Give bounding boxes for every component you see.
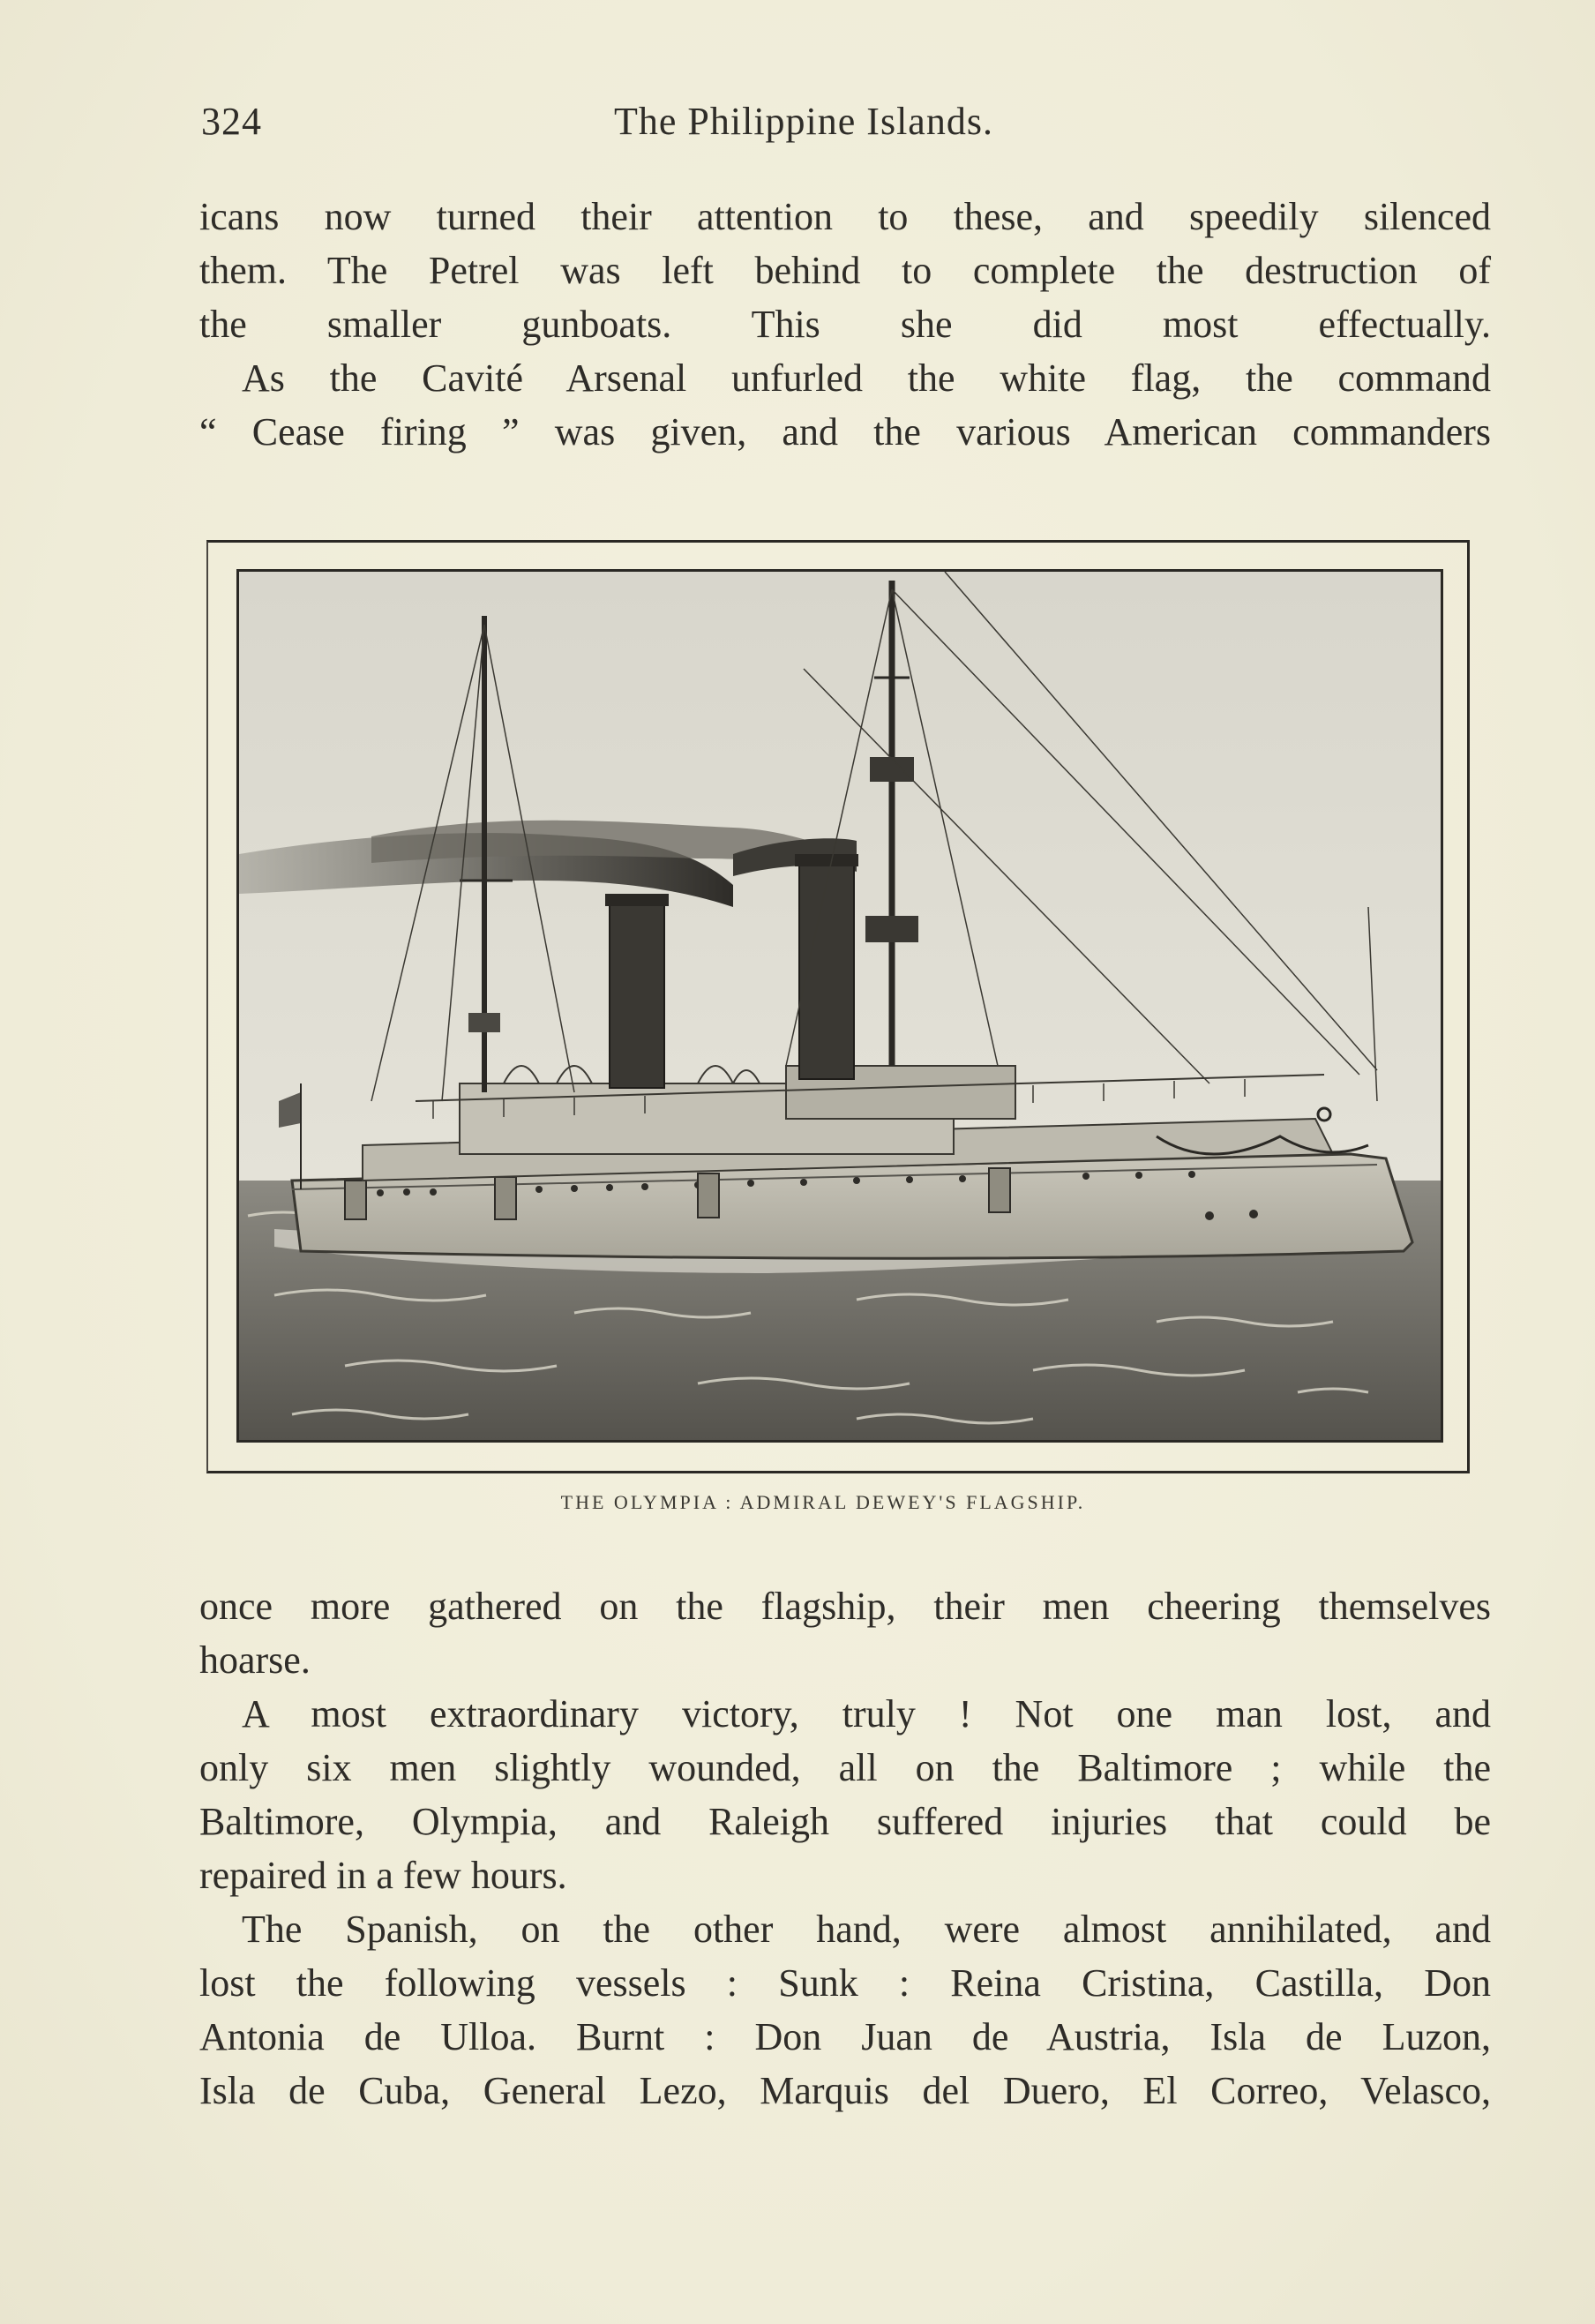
illustration-caption — [0, 1491, 1595, 1514]
text-line: the smaller gunboats. This she did most effectually. — [199, 303, 1491, 346]
paragraph — [199, 1902, 1491, 2118]
text-line: lost the following vessels : Sunk : Reina Cristina, Castilla, Don — [199, 1961, 1491, 2005]
text-line: only six men slightly wounded, all on the Baltimore ; while the — [199, 1746, 1491, 1789]
paragraph — [199, 1579, 1491, 1687]
text-line: “ Cease firing ” was given, and the various American commanders — [199, 410, 1491, 454]
text-line: Baltimore, Olympia, and Raleigh suffered injuries that could be — [199, 1800, 1491, 1843]
bottom-text-block — [199, 1579, 1491, 2118]
page-number: 324 — [201, 100, 262, 143]
text-line: repaired in a few hours. — [199, 1854, 567, 1897]
text-line: icans now turned their attention to these, and speedily silenced — [199, 195, 1491, 238]
text-line: The Spanish, on the other hand, were almost annihilated, and — [242, 1908, 1491, 1951]
text-line: Antonia de Ulloa. Burnt : Don Juan de Austria, Isla de Luzon, — [199, 2015, 1491, 2058]
paragraph — [199, 1687, 1491, 1902]
text-line: them. The Petrel was left behind to complete the destruction of — [199, 249, 1491, 292]
text-line: A most extraordinary victory, truly ! Not one man lost, and — [242, 1692, 1491, 1736]
paragraph — [199, 190, 1491, 351]
top-text-block — [199, 190, 1491, 459]
book-title: The Philippine Islands. — [614, 100, 993, 143]
running-head — [201, 99, 1498, 161]
text-line: As the Cavité Arsenal unfurled the white flag, the command — [242, 356, 1491, 400]
text-line: once more gathered on the flagship, their men cheering themselves — [199, 1585, 1491, 1628]
paragraph — [199, 351, 1491, 459]
caption-text: THE OLYMPIA : ADMIRAL DEWEY'S FLAGSHIP. — [560, 1491, 1086, 1513]
olympia-ship-illustration — [236, 569, 1443, 1443]
text-line: Isla de Cuba, General Lezo, Marquis del Duero, El Correo, Velasco, — [199, 2069, 1491, 2112]
text-line: hoarse. — [199, 1638, 311, 1682]
